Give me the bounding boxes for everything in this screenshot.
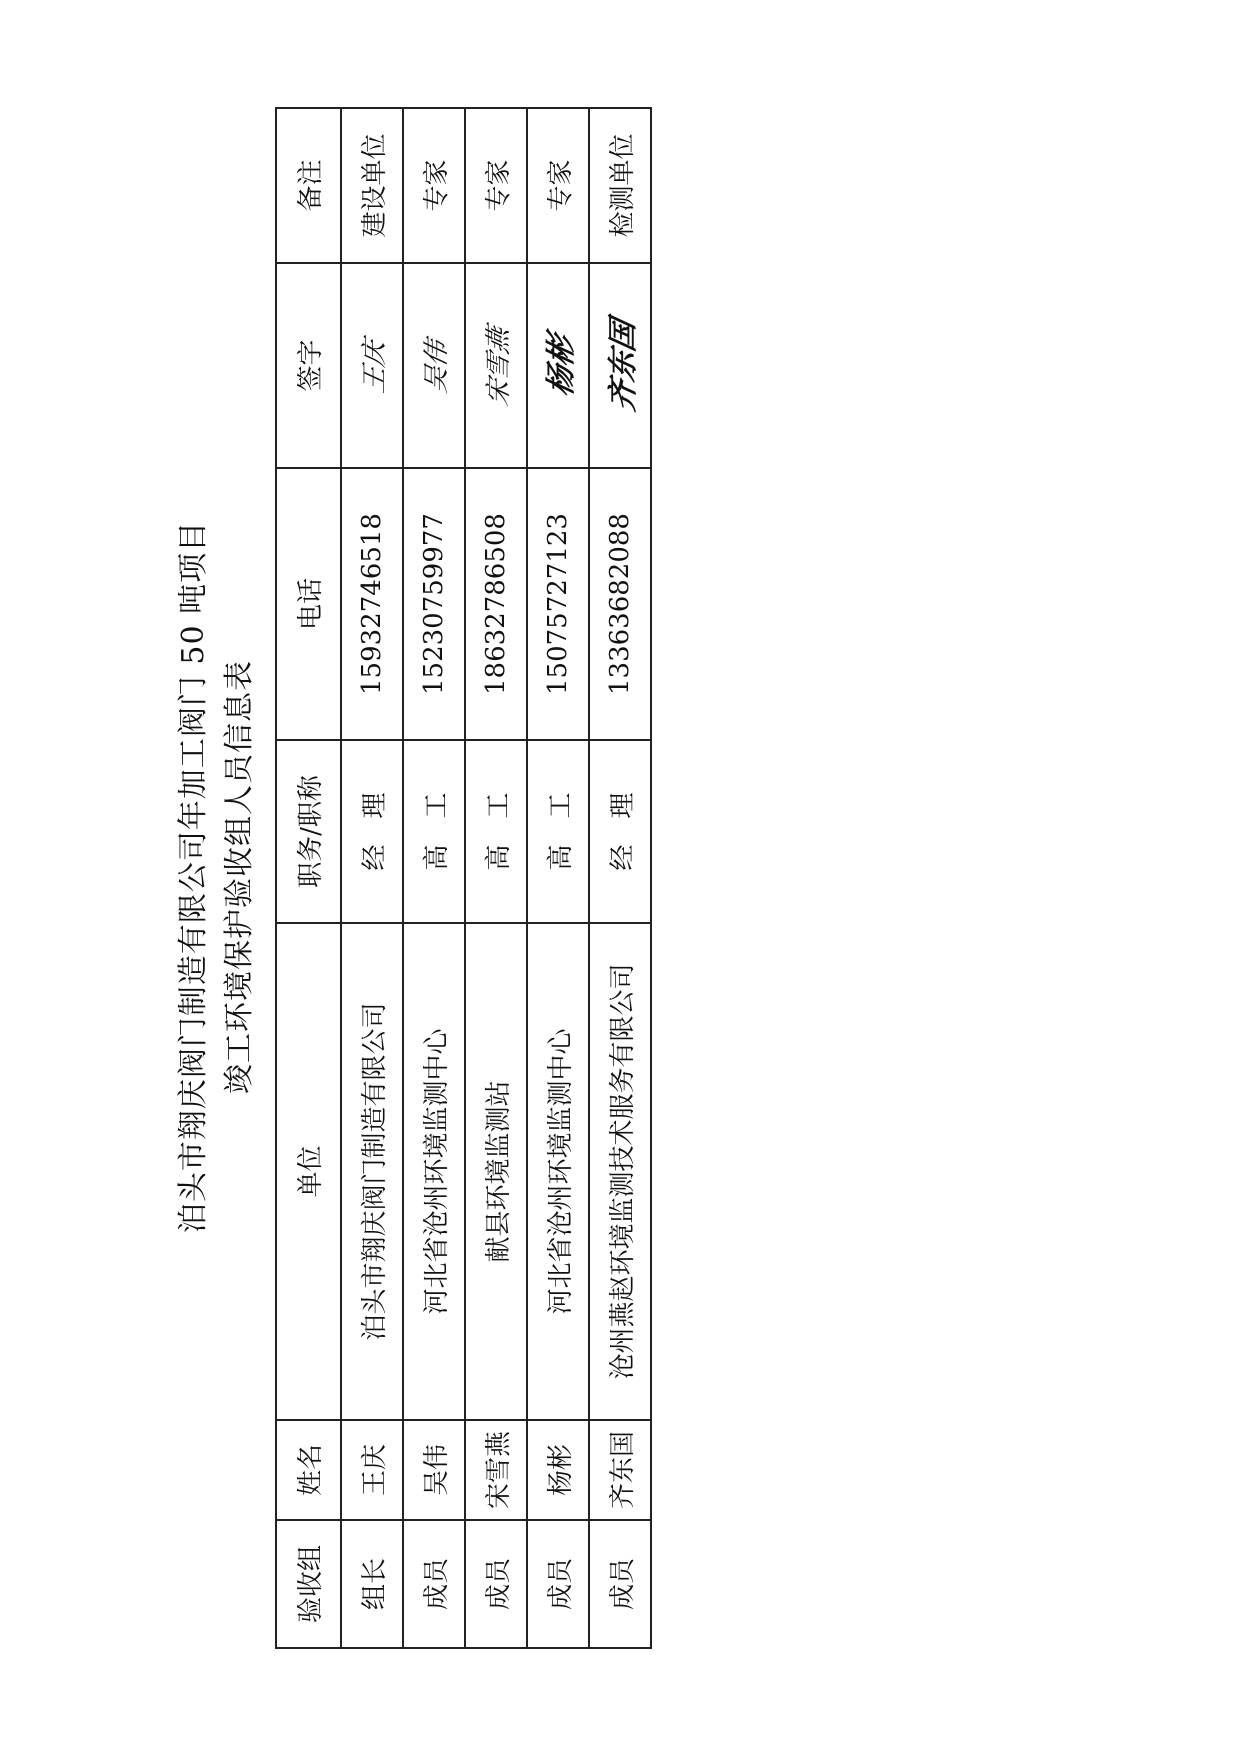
table-header-row: [276, 108, 341, 1648]
cell-unit: 献县环境监测站: [465, 923, 527, 1420]
cell-signature: [527, 263, 589, 468]
cell-title: 经 理: [589, 740, 651, 923]
document-title-line-1: 泊头市翔庆阀门制造有限公司年加工阀门 50 吨项目: [176, 520, 211, 1234]
cell-remark: 专家: [465, 108, 527, 263]
header-signature: 签字: [276, 263, 341, 468]
handwritten-signature: 吴伟: [421, 336, 452, 396]
table-row: [465, 108, 527, 1648]
handwritten-signature: 杨彬: [544, 332, 579, 400]
cell-group: 成员: [527, 1520, 589, 1648]
cell-remark: 专家: [527, 108, 589, 263]
handwritten-signature: 王庆: [359, 336, 390, 396]
cell-group: 成员: [403, 1520, 465, 1648]
cell-group: 成员: [589, 1520, 651, 1648]
cell-group: 成员: [465, 1520, 527, 1648]
cell-phone: 15075727123: [527, 468, 589, 740]
cell-title: 高 工: [527, 740, 589, 923]
cell-unit: 沧州燕赵环境监测技术服务有限公司: [589, 923, 651, 1420]
cell-phone: 13363682088: [589, 468, 651, 740]
header-remark: 备注: [276, 108, 341, 263]
table-row: [527, 108, 589, 1648]
cell-phone: 18632786508: [465, 468, 527, 740]
cell-title: 高 工: [465, 740, 527, 923]
acceptance-team-table: [275, 107, 652, 1649]
table-row: [589, 108, 651, 1648]
cell-name: 宋雪燕: [465, 1420, 527, 1520]
header-name: 姓名: [276, 1420, 341, 1520]
cell-unit: 河北省沧州环境监测中心: [403, 923, 465, 1420]
cell-phone: 15230759977: [403, 468, 465, 740]
document-title-line-2: 竣工环境保护验收组人员信息表: [222, 660, 257, 1094]
cell-remark: 检测单位: [589, 108, 651, 263]
cell-name: 吴伟: [403, 1420, 465, 1520]
header-unit: 单位: [276, 923, 341, 1420]
cell-unit: 泊头市翔庆阀门制造有限公司: [341, 923, 403, 1420]
cell-unit: 河北省沧州环境监测中心: [527, 923, 589, 1420]
cell-name: 齐东国: [589, 1420, 651, 1520]
cell-title: 经 理: [341, 740, 403, 923]
header-title: 职务/职称: [276, 740, 341, 923]
cell-signature: [403, 263, 465, 468]
table-row: [403, 108, 465, 1648]
cell-signature: [341, 263, 403, 468]
cell-signature: [589, 263, 651, 468]
header-phone: 电话: [276, 468, 341, 740]
cell-group: 组长: [341, 1520, 403, 1648]
cell-signature: [465, 263, 527, 468]
cell-title: 高 工: [403, 740, 465, 923]
cell-phone: 15932746518: [341, 468, 403, 740]
cell-name: 王庆: [341, 1420, 403, 1520]
handwritten-signature: 齐东国: [606, 317, 641, 415]
handwritten-signature: 宋雪燕: [483, 323, 514, 409]
header-group: 验收组: [276, 1520, 341, 1648]
cell-name: 杨彬: [527, 1420, 589, 1520]
cell-remark: 建设单位: [341, 108, 403, 263]
table-row: [341, 108, 403, 1648]
cell-remark: 专家: [403, 108, 465, 263]
